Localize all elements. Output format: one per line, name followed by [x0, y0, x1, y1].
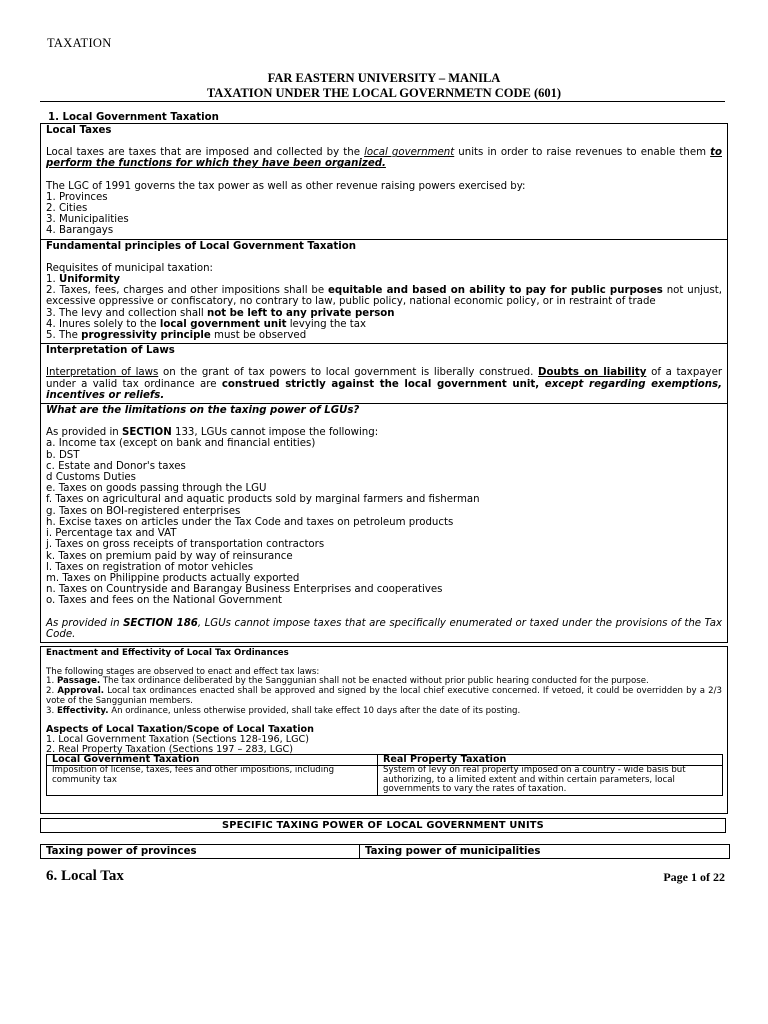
interpretation-title: Interpretation of Laws [46, 345, 175, 357]
limitation-item: n. Taxes on Countryside and Barangay Business Enterprises and cooperatives [46, 584, 443, 596]
limitation-item: f. Taxes on agricultural and aquatic products sold by marginal farmers and fisherman [46, 494, 480, 506]
document-header-label: TAXATION [47, 36, 112, 50]
table-cell-lgt: Imposition of license, taxes, fees and other impositions, including community tax [47, 765, 378, 795]
limitation-item: m. Taxes on Philippine products actually exported [46, 572, 300, 584]
stage-item: 3. Effectivity. An ordinance, unless otherwise provided, shall take effect 10 days after the date of its posting. [46, 705, 521, 716]
limitation-item: i. Percentage tax and VAT [46, 528, 177, 540]
limitation-item: b. DST [46, 449, 80, 461]
main-content-box [40, 123, 728, 643]
limitations-intro: As provided in SECTION 133, LGUs cannot impose the following: [46, 427, 379, 439]
specific-taxing-power-title: SPECIFIC TAXING POWER OF LOCAL GOVERNMENT UNITS [40, 818, 726, 833]
local-taxes-definition: Local taxes are taxes that are imposed and collected by the local government units in order to raise revenues to enable them to perform the functions for which they have been organized. [46, 147, 722, 170]
university-name: FAR EASTERN UNIVERSITY – MANILA [267, 71, 501, 85]
unit-item: 4. Barangays [46, 225, 114, 237]
section-heading: 1. Local Government Taxation [48, 112, 219, 123]
local-taxes-title: Local Taxes [46, 125, 112, 136]
principle-item: 3. The levy and collection shall not be left to any private person [46, 307, 395, 319]
principle-item: 2. Taxes, fees, charges and other impositions shall be equitable and based on ability to pay for public purposes not unjust, excessive oppressive or confiscatory, no contrary to law, public policy, national economic policy, or in restraint of trade [46, 285, 722, 308]
table-header-rpt: Real Property Taxation [378, 755, 723, 766]
aspect-item: 1. Local Government Taxation (Sections 128-196, LGC) [46, 733, 309, 745]
taxation-comparison-table [46, 754, 723, 795]
footer-chapter: 6. Local Tax [46, 868, 124, 884]
aspect-item: 2. Real Property Taxation (Sections 197 – 283, LGC) [46, 743, 293, 755]
interpretation-section [41, 343, 727, 403]
limitations-section [41, 403, 727, 642]
limitation-item: h. Excise taxes on articles under the Tax Code and taxes on petroleum products [46, 516, 454, 528]
table-cell-rpt: System of levy on real property imposed on a country - wide basis but authorizing, to a limited extent and within certain parameters, local governments to vary the rates of taxation. [378, 765, 723, 795]
unit-item: 2. Cities [46, 203, 88, 215]
principle-item: 5. The progressivity principle must be observed [46, 330, 307, 342]
enactment-intro: The following stages are observed to enact and effect tax laws: [46, 666, 320, 677]
aspects-title: Aspects of Local Taxation/Scope of Local Taxation [46, 724, 314, 736]
local-taxes-purpose: to perform the functions for which they have been organized. [46, 147, 722, 170]
principles-section [41, 239, 727, 344]
limitation-item: j. Taxes on gross receipts of transportation contractors [46, 539, 325, 551]
page-number: Page 1 of 22 [663, 870, 725, 884]
principles-intro: Requisites of municipal taxation: [46, 262, 213, 274]
header-divider [40, 101, 725, 102]
table-header-lgt: Local Government Taxation [47, 755, 378, 766]
limitation-item: e. Taxes on goods passing through the LGU [46, 483, 267, 495]
limitation-item: l. Taxes on registration of motor vehicles [46, 561, 254, 573]
limitations-title: What are the limitations on the taxing power of LGUs? [46, 405, 360, 417]
local-government-term: local government [364, 147, 455, 159]
limitation-item: c. Estate and Donor's taxes [46, 460, 186, 472]
limitation-item: k. Taxes on premium paid by way of reinsurance [46, 550, 293, 562]
unit-item: 3. Municipalities [46, 214, 129, 226]
principles-title: Fundamental principles of Local Government Taxation [46, 240, 356, 252]
stage-item: 2. Approval. Local tax ordinances enacted shall be approved and signed by the local chief executive concerned. If vetoed, it could be overridden by a 2/3 vote of the Sanggunian members. [46, 686, 722, 706]
provinces-power-cell: Taxing power of provinces [40, 844, 360, 859]
municipalities-power-cell: Taxing power of municipalities [359, 844, 730, 859]
enactment-title: Enactment and Effectivity of Local Tax Ordinances [46, 648, 289, 658]
course-title: TAXATION UNDER THE LOCAL GOVERNMETN CODE (601) [206, 86, 562, 100]
limitation-item: g. Taxes on BOI-registered enterprises [46, 505, 241, 517]
principle-item: 4. Inures solely to the local government unit levying the tax [46, 318, 367, 330]
limitation-item: o. Taxes and fees on the National Government [46, 595, 283, 607]
enactment-box [40, 646, 728, 814]
stage-item: 1. Passage. The tax ordinance deliberated by the Sanggunian shall not be enacted without prior public hearing conducted for the purpose. [46, 676, 649, 687]
interpretation-text: Interpretation of laws on the grant of tax powers to local government is liberally construed. Doubts on liability of a taxpayer under a valid tax ordinance are construed strictly against the local government unit, except regarding exemptions, incentives or reliefs. [46, 367, 723, 401]
principle-item: 1. Uniformity [46, 274, 121, 286]
local-taxes-section [41, 124, 727, 239]
section-186-note: As provided in SECTION 186, LGUs cannot impose taxes that are specifically enumerated or taxed under the provisions of the Tax Code. [46, 617, 722, 640]
lgc-intro: The LGC of 1991 governs the tax power as well as other revenue raising powers exercised by: [46, 180, 526, 192]
unit-item: 1. Provinces [46, 191, 108, 203]
limitation-item: a. Income tax (except on bank and financial entities) [46, 438, 316, 450]
limitation-item: d Customs Duties [46, 472, 136, 484]
